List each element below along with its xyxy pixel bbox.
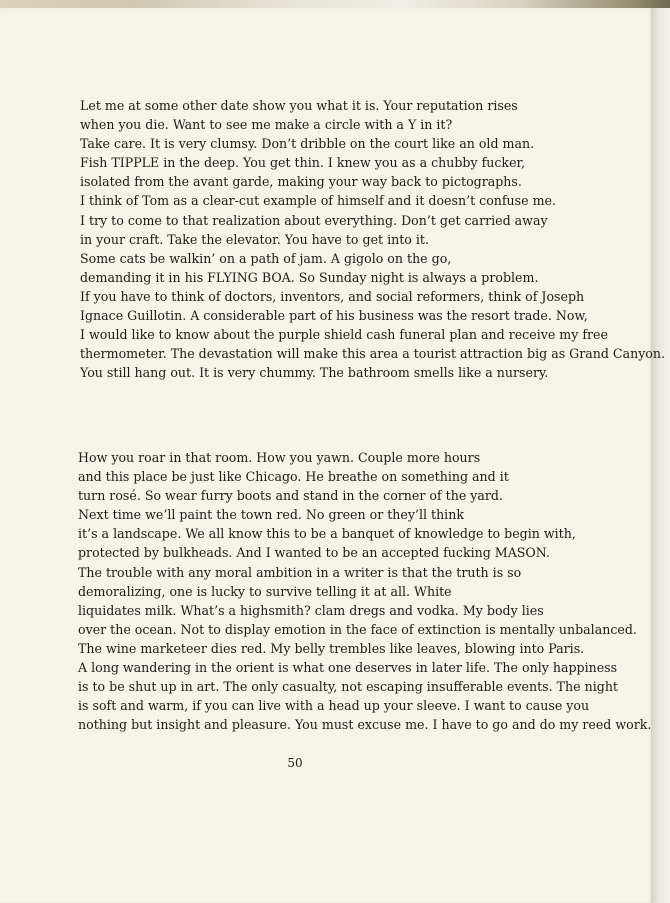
stanza-1: [80, 96, 665, 382]
poem-line: I think of Tom as a clear-cut example of himself and it doesn’t confuse me.: [80, 193, 556, 209]
stanza-2: [78, 448, 651, 734]
page-number: 50: [287, 756, 303, 770]
poem-line: isolated from the avant garde, making your way back to pictographs.: [80, 174, 522, 190]
poem-line: is soft and warm, if you can live with a head up your sleeve. I want to cause you: [78, 698, 590, 714]
poem-line: I try to come to that realization about everything. Don’t get carried away: [80, 212, 548, 228]
poem-line: I would like to know about the purple shield cash funeral plan and receive my free: [80, 327, 608, 343]
poem-line: A long wandering in the orient is what one deserves in later life. The only happiness: [78, 660, 618, 676]
poem-line: Next time we’ll paint the town red. No green or they’ll think: [78, 507, 464, 523]
poem-line: in your craft. Take the elevator. You have to get into it.: [80, 231, 429, 247]
poem-line: You still hang out. It is very chummy. The bathroom smells like a nursery.: [80, 365, 549, 381]
poem-line: it’s a landscape. We all know this to be a banquet of knowledge to begin with,: [78, 526, 576, 542]
poem-line: Some cats be walkin’ on a path of jam. A gigolo on the go,: [80, 250, 452, 266]
poem-line: over the ocean. Not to display emotion in the face of extinction is mentally unbalanced.: [78, 621, 637, 637]
poem-line: is to be shut up in art. The only casualty, not escaping insufferable events. The night: [78, 679, 618, 695]
poem-line: turn rosé. So wear furry boots and stand in the corner of the yard.: [78, 488, 503, 504]
poem-line: Take care. It is very clumsy. Don’t dribble on the court like an old man.: [80, 136, 535, 152]
poem-line: Fish TIPPLE in the deep. You get thin. I knew you as a chubby fucker,: [80, 155, 526, 171]
poem-line: when you die. Want to see me make a circle with a Y in it?: [80, 117, 453, 133]
poem-line: How you roar in that room. How you yawn. Couple more hours: [78, 450, 481, 465]
poem-line: demoralizing, one is lucky to survive telling it at all. White: [78, 583, 452, 599]
poem-line: liquidates milk. What’s a highsmith? clam dregs and vodka. My body lies: [78, 602, 544, 618]
poem-line: Let me at some other date show you what it is. Your reputation rises: [80, 98, 518, 113]
poem-line: Ignace Guillotin. A considerable part of his business was the resort trade. Now,: [80, 308, 588, 324]
poem-line: demanding it in his FLYING BOA. So Sunday night is always a problem.: [80, 269, 539, 285]
poem-line: If you have to think of doctors, inventors, and social reformers, think of Joseph: [80, 288, 585, 304]
poem-line: The trouble with any moral ambition in a writer is that the truth is so: [78, 564, 522, 580]
poem-line: thermometer. The devastation will make this area a tourist attraction big as Grand Canyon.: [80, 346, 665, 362]
poem-line: protected by bulkheads. And I wanted to be an accepted fucking MASON.: [78, 545, 550, 561]
poem-line: The wine marketeer dies red. My belly trembles like leaves, blowing into Paris.: [78, 640, 585, 656]
poem-line: and this place be just like Chicago. He breathe on something and it: [78, 469, 509, 485]
poem-line: nothing but insight and pleasure. You must excuse me. I have to go and do my reed work.: [78, 717, 652, 733]
